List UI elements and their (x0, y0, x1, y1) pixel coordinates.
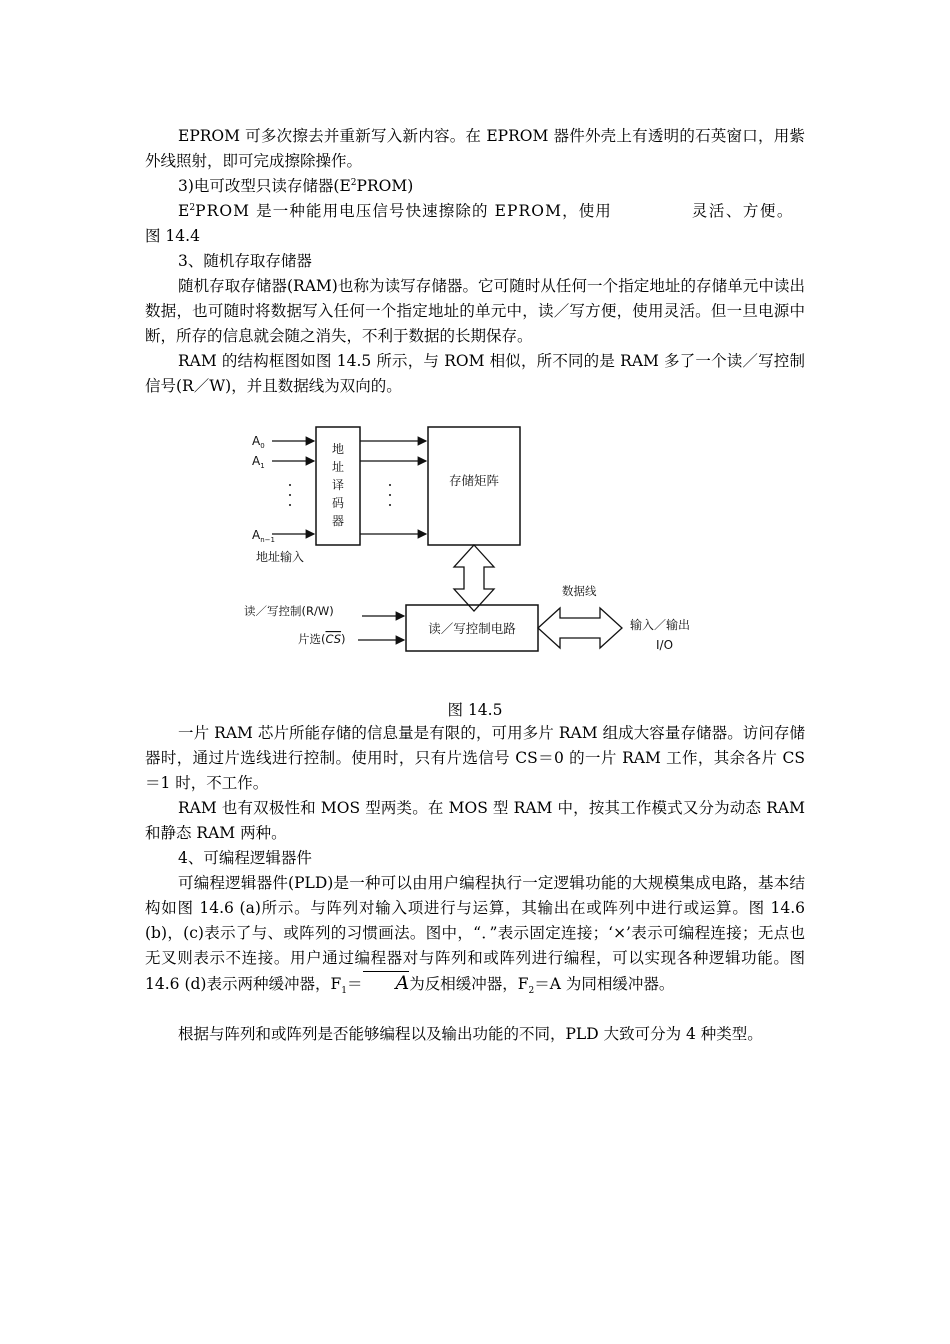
decoder-char-4: 码 (331, 496, 345, 510)
paragraph-e2prom: $E^2PROM$ 是一种能用电压信号快速擦除的 EPROM，使用 灵活、方便。 (178, 202, 794, 220)
paragraph-ram-structure: RAM 的结构框图如图 14.5 所示，与 ROM 相似，所不同的是 RAM 多了一个读／写控制信号(R／W)，并且数据线为双向的。 (145, 352, 805, 395)
a-bar-symbol: A (362, 971, 409, 996)
paragraph-eprom: EPROM 可多次擦去并重新写入新内容。在 EPROM 器件外壳上有透明的石英窗口，用紫外线照射，即可完成擦除操作。 (145, 127, 805, 170)
paragraph-ram-types: RAM 也有双极性和 MOS 型两类。在 MOS 型 RAM 中，按其工作模式又分为动态 RAM 和静态 RAM 两种。 (145, 799, 805, 842)
paragraph-pld: 可编程逻辑器件(PLD)是一种可以由用户编程执行一定逻辑功能的大规模集成电路，基本结构如图 14.6 (a)所示。与阵列对输入项进行与运算，其输出在或阵列中进行或运算。图 14.6 (b)，(c)表示了与、或阵列的习惯画法。图中，“．”表示固定连接；‘×’表示可编程连接；无点也无叉则表示不连接。用户通过编程器对与阵列和或阵列进行编程，可以实现各种逻辑功能。图 14.6 (d)表示两种缓冲器，$F_1= A$为反相缓冲器，$F_2=A$ 为同相缓冲器。 (145, 874, 805, 997)
addr-ellipsis-dots (289, 484, 291, 506)
storage-matrix-label: 存储矩阵 (448, 473, 500, 488)
figure-caption-14-5: 图 14.5 (447, 701, 503, 719)
rw-control-circuit-label: 读／写控制电路 (428, 621, 516, 636)
io-label: 输入／输出 (630, 618, 691, 632)
decoder-char-5: 器 (331, 514, 345, 528)
matrix-bidirectional-arrow (454, 545, 494, 611)
paragraph-pld-types: 根据与阵列和或阵列是否能够编程以及输出功能的不同，PLD 大致可分为 4 种类型。 (178, 1025, 763, 1043)
heading-e2prom: 3)电可改型只读存储器$(E^2PROM)$ (178, 177, 414, 195)
paragraph-ram-capacity: 一片 RAM 芯片所能存储的信息量是有限的，可用多片 RAM 组成大容量存储器。访问存储器时，通过片选线进行控制。使用时，只有片选信号 CS＝0 的一片 RAM 工作，其余各片 CS＝1 时，不工作。 (145, 724, 805, 792)
heading-pld: 4、可编程逻辑器件 (178, 849, 312, 867)
decoder-ellipsis-dots (389, 484, 391, 506)
heading-ram: 3、随机存取存储器 (178, 252, 312, 270)
data-line-bidirectional-arrow (538, 608, 622, 648)
rw-control-label: 读／写控制(R/W) (244, 604, 334, 618)
addr-input-label: 地址输入 (256, 550, 305, 564)
addr-an-label: $A_{n-1}$ (252, 528, 275, 544)
decoder-char-2: 址 (331, 460, 345, 474)
figure-ref-14-4: 图 14.4 (145, 227, 200, 245)
decoder-char-3: 译 (331, 478, 345, 492)
data-line-label: 数据线 (562, 584, 597, 598)
addr-a0-label: $A_0$ (252, 434, 265, 450)
ram-block-diagram (230, 405, 730, 690)
decoder-char-1: 地 (331, 442, 345, 456)
chip-select-label: 片选(CS) (298, 632, 346, 646)
io-abbrev-label: I/O (656, 638, 674, 652)
paragraph-ram-intro: 随机存取存储器(RAM)也称为读写存储器。它可随时从任何一个指定地址的存储单元中读出数据，也可随时将数据写入任何一个指定地址的单元中，读／写方便，使用灵活。但一旦电源中断，所存的信息就会随之消失，不利于数据的长期保存。 (145, 277, 805, 345)
addr-a1-label: $A_1$ (252, 454, 265, 470)
